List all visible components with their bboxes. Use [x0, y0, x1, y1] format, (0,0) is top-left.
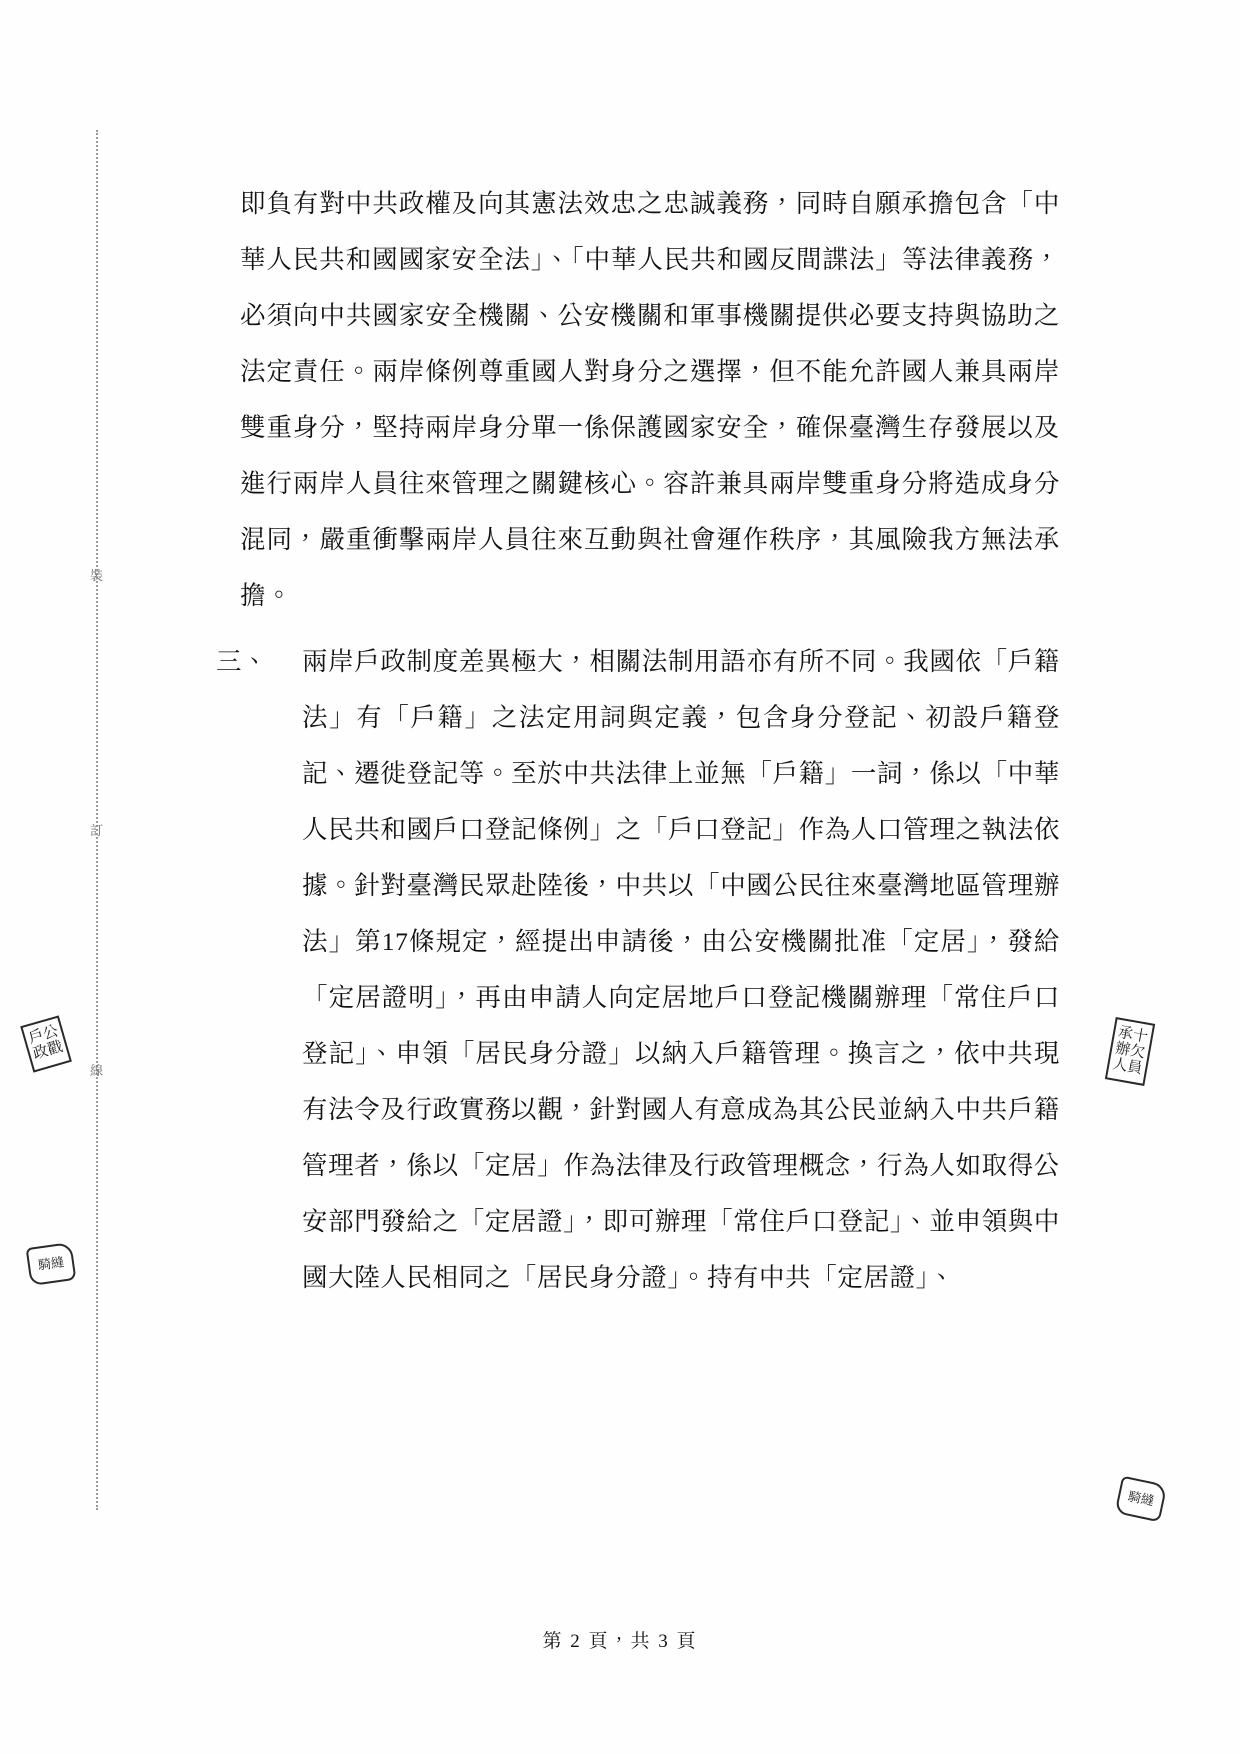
paragraph-item-three	[216, 634, 1060, 1306]
seal-stamp-right-lower	[1115, 1476, 1168, 1522]
seal-stamp-right-upper	[1105, 1017, 1155, 1086]
seal-text: 戶公 政戳	[20, 1015, 72, 1072]
paragraph-spacer	[240, 624, 1060, 634]
paragraph-item-three-text: 兩岸戶政制度差異極大，相關法制用語亦有所不同。我國依「戶籍法」有「戶籍」之法定用詞與定義，包含身分登記、初設戶籍登記、遷徙登記等。至於中共法律上並無「戶籍」一詞，係以「中華人民共和國戶口登記條例」之「戶口登記」作為人口管理之執法依據。針對臺灣民眾赴陸後，中共以「中國公民往來臺灣地區管理辦法」第17條規定，經提出申請後，由公安機關批准「定居」，發給「定居證明」，再由申請人向定居地戶口登記機關辦理「常住戶口登記」、申領「居民身分證」以納入戶籍管理。換言之，依中共現有法令及行政實務以觀，針對國人有意成為其公民並納入中共戶籍管理者，係以「定居」作為法律及行政管理概念，行為人如取得公安部門發給之「定居證」，即可辦理「常住戶口登記」、並申領與中國大陸人民相同之「居民身分證」。持有中共「定居證」、	[302, 647, 1060, 1292]
binding-mark-xian: 線	[89, 1063, 104, 1078]
binding-mark-zhuang: 裝	[89, 568, 104, 583]
paragraph-continuation: 即負有對中共政權及向其憲法效忠之忠誠義務，同時自願承擔包含「中華人民共和國國家安全法」、「中華人民共和國反間諜法」等法律義務，必須向中共國家安全機關、公安機關和軍事機關提供必要支持與協助之法定責任。兩岸條例尊重國人對身分之選擇，但不能允許國人兼具兩岸雙重身分，堅持兩岸身分單一係保護國家安全，確保臺灣生存發展以及進行兩岸人員往來管理之關鍵核心。容許兼具兩岸雙重身分將造成身分混同，嚴重衝擊兩岸人員往來互動與社會運作秩序，其風險我方無法承擔。	[240, 189, 1060, 610]
seal-text: 承十 辦欠 人員	[1105, 1017, 1155, 1086]
list-marker-three: 三、	[216, 647, 269, 676]
seal-text: 騎縫	[1115, 1476, 1168, 1522]
seal-text: 騎縫	[26, 1242, 77, 1286]
page-number-footer: 第 2 頁，共 3 頁	[542, 1631, 698, 1652]
seal-stamp-left-upper	[20, 1015, 72, 1072]
document-body	[216, 176, 1060, 1306]
seal-stamp-left-lower	[26, 1242, 77, 1286]
binding-mark-ding: 訂	[89, 823, 104, 838]
